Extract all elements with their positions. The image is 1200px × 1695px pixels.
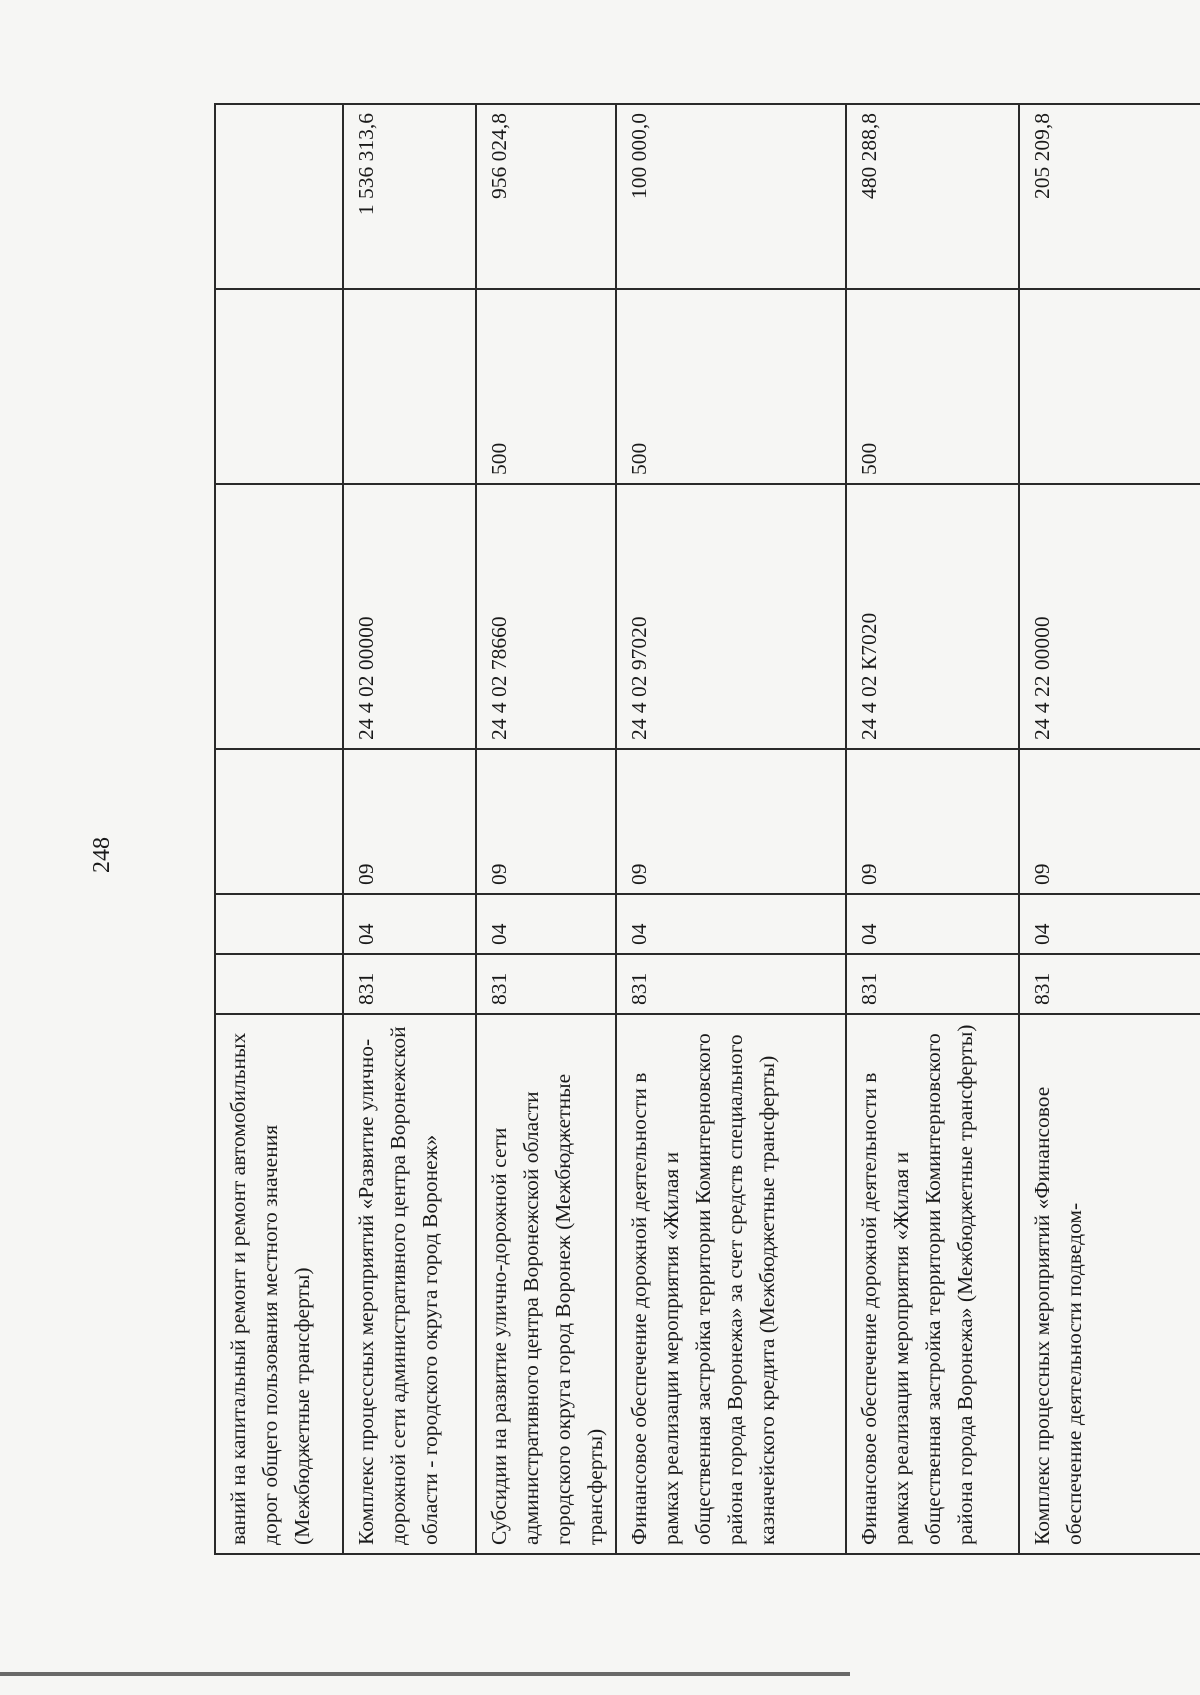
table-row [1019, 104, 1200, 1554]
amount-cell [215, 104, 343, 289]
table-row [616, 104, 846, 1554]
table-row [215, 104, 343, 1554]
row-name-cell: Финансовое обеспечение дорожной деятельности в рамках реализации мероприятия «Жилая и общественная застройка территории Коминтерновского района города Воронежа» за счет средств специального казначейского кредита (Межбюджетные трансферты) [616, 1014, 846, 1554]
expense-type-cell [343, 289, 476, 484]
target-article-cell: 24 4 02 К7020 [846, 484, 1019, 749]
subsection-cell: 09 [343, 749, 476, 894]
grbs-cell: 831 [1019, 954, 1200, 1014]
target-article-cell [215, 484, 343, 749]
grbs-cell [215, 954, 343, 1014]
budget-table-frame [214, 105, 1200, 1555]
row-name-cell: Комплекс процессных мероприятий «Финансовое обеспечение деятельности подведом- [1019, 1014, 1200, 1554]
page-number: 248 [89, 837, 115, 873]
section-cell: 04 [1019, 894, 1200, 954]
subsection-cell: 09 [846, 749, 1019, 894]
subsection-cell [215, 749, 343, 894]
row-name-cell: Комплекс процессных мероприятий «Развитие улично-дорожной сети административного центра Воронежской области - городского округа город Воронеж» [343, 1014, 476, 1554]
section-cell: 04 [616, 894, 846, 954]
section-cell [215, 894, 343, 954]
target-article-cell: 24 4 02 97020 [616, 484, 846, 749]
amount-cell: 205 209,8 [1019, 104, 1200, 289]
expense-type-cell: 500 [476, 289, 616, 484]
subsection-cell: 09 [616, 749, 846, 894]
row-name-cell: Финансовое обеспечение дорожной деятельности в рамках реализации мероприятия «Жилая и общественная застройка территории Коминтерновского района города Воронежа» (Межбюджетные трансферты) [846, 1014, 1019, 1554]
amount-cell: 480 288,8 [846, 104, 1019, 289]
section-cell: 04 [846, 894, 1019, 954]
amount-cell: 956 024,8 [476, 104, 616, 289]
target-article-cell: 24 4 02 00000 [343, 484, 476, 749]
expense-type-cell: 500 [616, 289, 846, 484]
row-name-cell: Субсидии на развитие улично-дорожной сети административного центра Воронежской области городского округа город Воронеж (Межбюджетные трансферты) [476, 1014, 616, 1554]
table-row [846, 104, 1019, 1554]
target-article-cell: 24 4 02 78660 [476, 484, 616, 749]
expense-type-cell: 500 [846, 289, 1019, 484]
budget-table [214, 103, 1200, 1555]
amount-cell: 1 536 313,6 [343, 104, 476, 289]
subsection-cell: 09 [476, 749, 616, 894]
grbs-cell: 831 [846, 954, 1019, 1014]
section-cell: 04 [343, 894, 476, 954]
budget-table-rotated [214, 105, 1200, 1555]
subsection-cell: 09 [1019, 749, 1200, 894]
grbs-cell: 831 [476, 954, 616, 1014]
expense-type-cell [1019, 289, 1200, 484]
table-row [476, 104, 616, 1554]
row-name-cell: ваний на капитальный ремонт и ремонт автомобильных дорог общего пользования местного значения (Межбюджетные трансферты) [215, 1014, 343, 1554]
expense-type-cell [215, 289, 343, 484]
scan-edge-line [0, 1672, 850, 1676]
amount-cell: 100 000,0 [616, 104, 846, 289]
section-cell: 04 [476, 894, 616, 954]
target-article-cell: 24 4 22 00000 [1019, 484, 1200, 749]
grbs-cell: 831 [616, 954, 846, 1014]
grbs-cell: 831 [343, 954, 476, 1014]
table-row [343, 104, 476, 1554]
